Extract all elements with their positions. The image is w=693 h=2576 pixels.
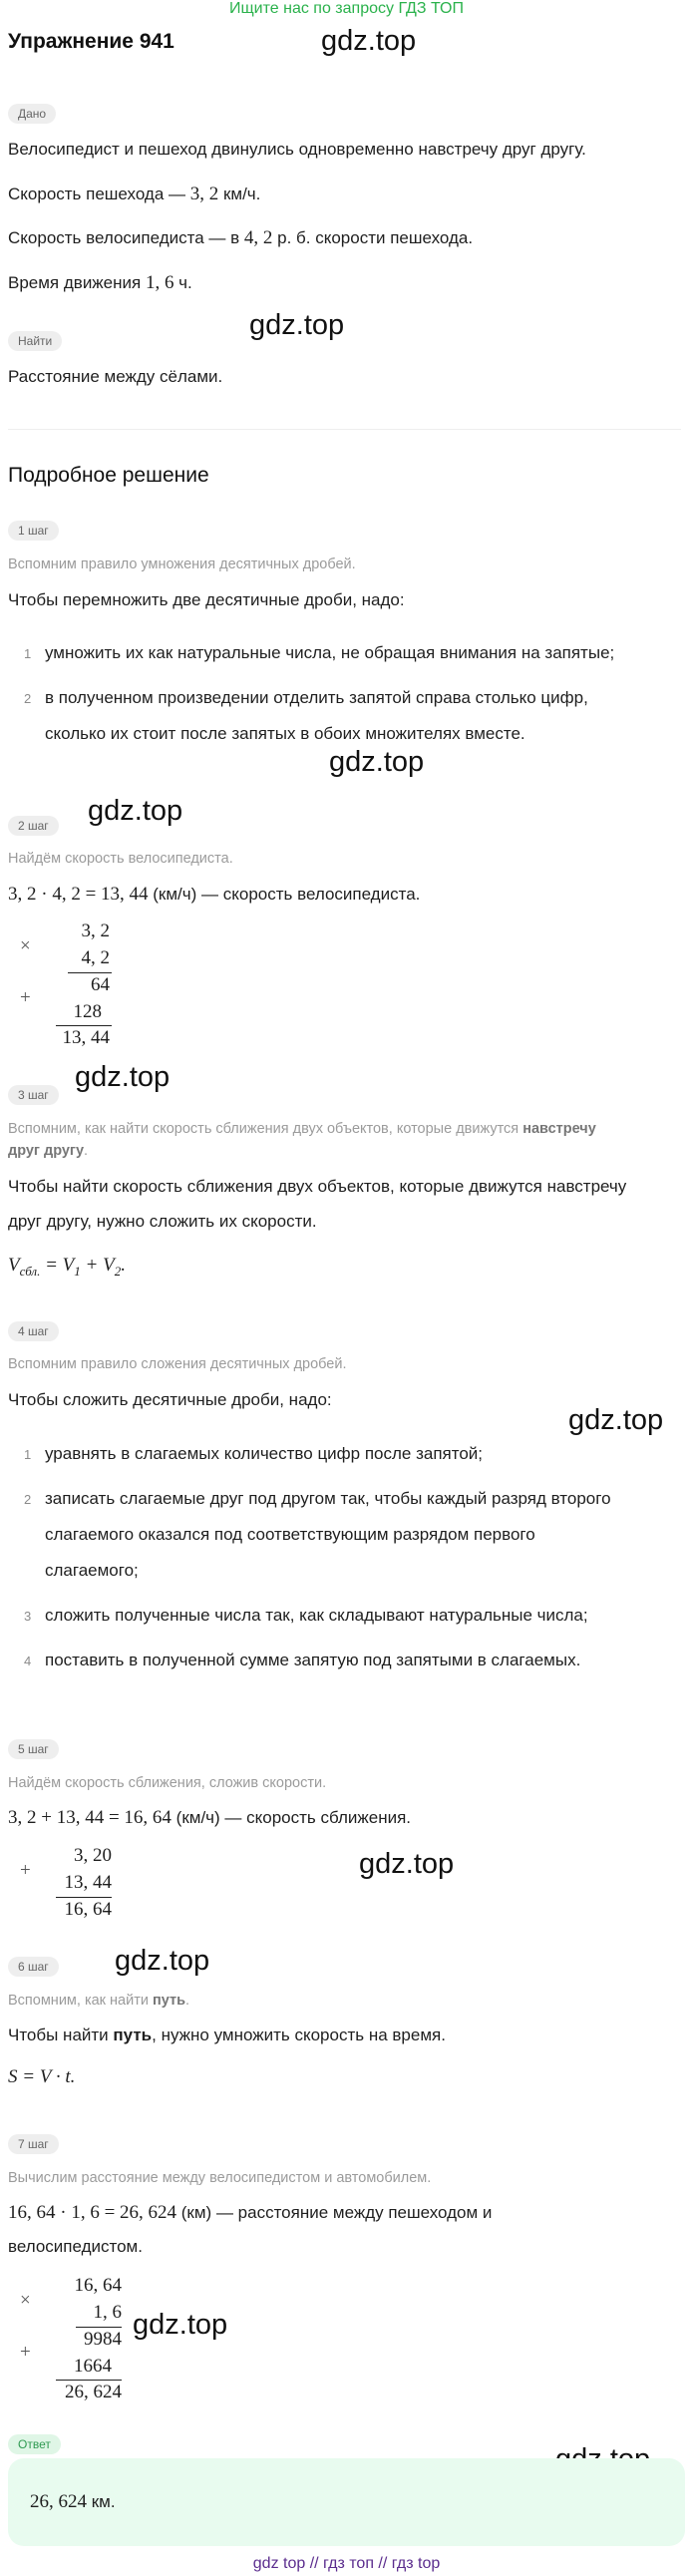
- list-number: 1: [24, 646, 32, 661]
- watermark: gdz.top: [321, 25, 417, 57]
- equation-cont: велосипедистом.: [8, 2237, 143, 2256]
- calc-partial: 1664: [74, 2356, 112, 2377]
- list-number: 4: [24, 1654, 32, 1668]
- top-search-link[interactable]: Ищите нас по запросу ГДЗ ТОП: [229, 0, 464, 17]
- step-label: 1 шаг: [8, 521, 59, 541]
- step-label: 3 шаг: [8, 1085, 59, 1105]
- watermark: gdz.top: [115, 1945, 210, 1977]
- answer-text: 26, 624 км.: [30, 2491, 116, 2512]
- watermark: gdz.top: [88, 795, 183, 827]
- step-note: Вычислим расстояние между велосипедистом и автомобилем.: [8, 2170, 432, 2186]
- calc-result: 13, 44: [62, 1027, 110, 1048]
- multiply-sign: ×: [20, 935, 31, 956]
- step-note: Вспомним, как найти путь.: [8, 1993, 190, 2009]
- step-text: Чтобы найти скорость сближения двух объектов, которые движутся навстречу: [8, 1177, 627, 1196]
- calc-result: 16, 64: [64, 1899, 112, 1920]
- calc-addend: 3, 20: [74, 1845, 112, 1866]
- footer-links[interactable]: gdz top // гдз топ // гдз top: [252, 2555, 441, 2572]
- given-line-1: Велосипедист и пешеход двинулись одновременно навстречу друг другу.: [8, 140, 586, 159]
- given-line-2: Скорость пешехода — 3, 2 км/ч.: [8, 184, 261, 204]
- calc-result: 26, 624: [65, 2382, 122, 2402]
- calc-line: [56, 1025, 112, 1026]
- calc-line: [56, 2380, 122, 2381]
- list-item-cont: сколько их стоит после запятых в обоих множителях вместе.: [45, 724, 525, 743]
- step-note: Найдём скорость сближения, сложив скорости.: [8, 1775, 327, 1791]
- calc-addend: 13, 44: [64, 1872, 112, 1893]
- calc-line: [76, 2327, 122, 2328]
- watermark: gdz.top: [359, 1848, 455, 1880]
- list-number: 3: [24, 1609, 32, 1624]
- list-number: 1: [24, 1447, 32, 1462]
- step-text: Чтобы найти путь, нужно умножить скорость на время.: [8, 2025, 446, 2044]
- watermark: gdz.top: [329, 746, 425, 778]
- given-line-4: Время движения 1, 6 ч.: [8, 272, 192, 293]
- given-label: Дано: [8, 104, 56, 124]
- calc-partial: 64: [91, 974, 110, 995]
- list-item-cont: слагаемого;: [45, 1561, 139, 1580]
- list-item: сложить полученные числа так, как складывают натуральные числа;: [45, 1606, 588, 1625]
- list-number: 2: [24, 1492, 32, 1507]
- list-item: поставить в полученной сумме запятую под запятыми в слагаемых.: [45, 1651, 581, 1669]
- solution-heading: Подробное решение: [8, 464, 209, 487]
- given-line-3: Скорость велосипедиста — в 4, 2 р. б. скорости пешехода.: [8, 227, 474, 248]
- step-intro: Чтобы сложить десятичные дроби, надо:: [8, 1390, 332, 1409]
- plus-sign: +: [20, 987, 31, 1008]
- step-intro: Чтобы перемножить две десятичные дроби, надо:: [8, 590, 405, 609]
- equation: 3, 2 + 13, 44 = 16, 64 (км/ч) — скорость сближения.: [8, 1807, 412, 1828]
- list-item: в полученном произведении отделить запятой справа столько цифр,: [45, 688, 588, 707]
- formula: $V_{сбл.} = V_1 + V_2$.: [8, 1255, 126, 1279]
- step-note: Вспомним правило умножения десятичных дробей.: [8, 556, 356, 572]
- step-note: Вспомним, как найти скорость сближения двух объектов, которые движутся навстречу: [8, 1121, 596, 1137]
- list-item: уравнять в слагаемых количество цифр после запятой;: [45, 1444, 484, 1463]
- calc-factor: 1, 6: [93, 2302, 122, 2323]
- plus-sign: +: [20, 2342, 31, 2363]
- watermark: gdz.top: [133, 2309, 228, 2341]
- calc-line: [56, 1897, 112, 1898]
- equation: 3, 2 · 4, 2 = 13, 44 (км/ч) — скорость велосипедиста.: [8, 884, 421, 905]
- step-text-cont: друг другу, нужно сложить их скорости.: [8, 1212, 317, 1231]
- step-label: 4 шаг: [8, 1321, 59, 1341]
- step-note: Найдём скорость велосипедиста.: [8, 851, 233, 867]
- step-label: 2 шаг: [8, 816, 59, 836]
- step-label: 6 шаг: [8, 1957, 59, 1977]
- equation: 16, 64 · 1, 6 = 26, 624 (км) — расстояние между пешеходом и: [8, 2202, 493, 2223]
- step-note-cont: друг другу.: [8, 1143, 89, 1159]
- watermark: gdz.top: [568, 1404, 664, 1436]
- list-number: 2: [24, 691, 32, 706]
- multiply-sign: ×: [20, 2290, 31, 2311]
- exercise-title: Упражнение 941: [8, 30, 174, 53]
- calc-factor: 3, 2: [81, 920, 110, 941]
- calc-line: [68, 972, 112, 973]
- watermark: gdz.top: [75, 1061, 171, 1093]
- step-label: 5 шаг: [8, 1739, 59, 1759]
- list-item: записать слагаемые друг под другом так, чтобы каждый разряд второго: [45, 1489, 611, 1508]
- calc-factor: 16, 64: [74, 2275, 122, 2296]
- answer-label: Ответ: [8, 2434, 61, 2454]
- calc-factor: 4, 2: [81, 947, 110, 968]
- list-item-cont: слагаемого оказался под соответствующим разрядом первого: [45, 1525, 535, 1544]
- divider: [8, 429, 681, 430]
- find-text: Расстояние между сёлами.: [8, 367, 223, 386]
- step-label: 7 шаг: [8, 2134, 59, 2154]
- find-label: Найти: [8, 331, 62, 351]
- formula: S = V · t.: [8, 2066, 76, 2087]
- calc-partial: 9984: [84, 2329, 122, 2350]
- watermark: gdz.top: [249, 309, 345, 341]
- step-note: Вспомним правило сложения десятичных дробей.: [8, 1356, 347, 1372]
- plus-sign: +: [20, 1860, 31, 1881]
- list-item: умножить их как натуральные числа, не обращая внимания на запятые;: [45, 643, 615, 662]
- calc-partial: 128: [73, 1001, 102, 1022]
